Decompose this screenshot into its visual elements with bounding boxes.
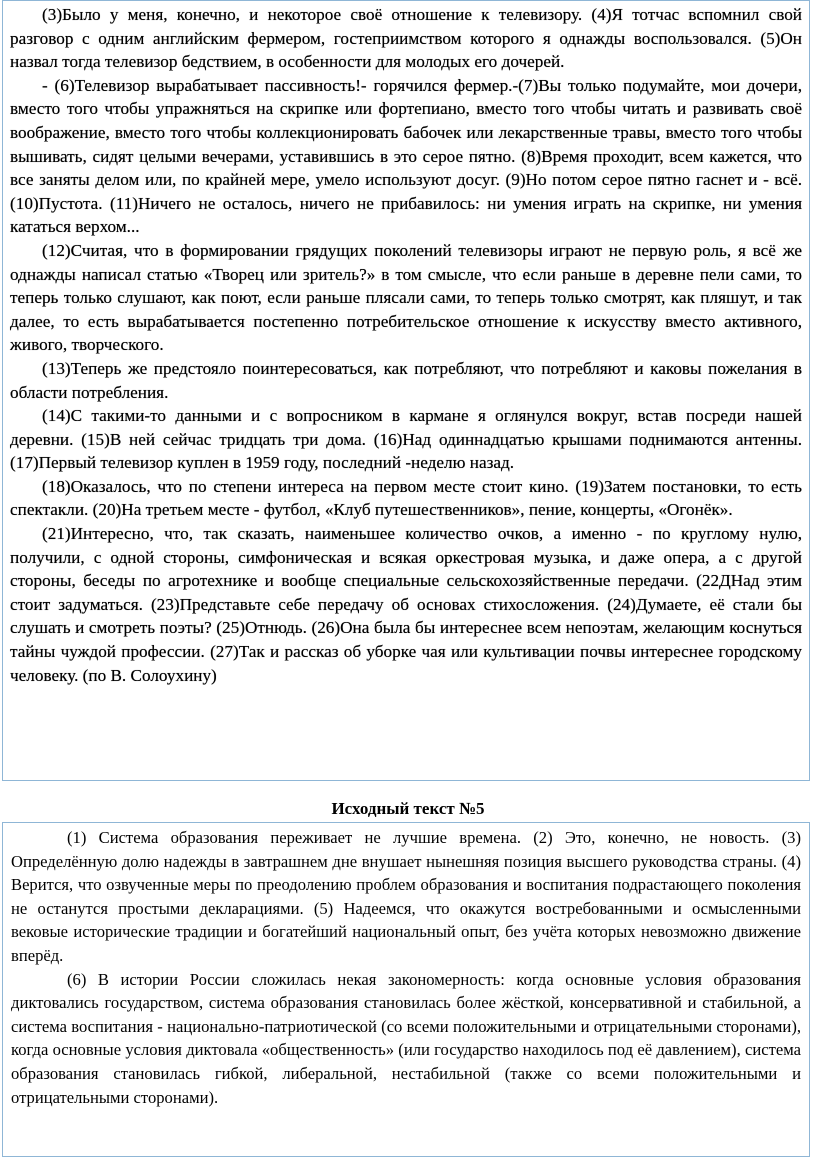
paragraph: (21)Интересно, что, так сказать, наименьшее количество очков, а именно - по круглому нулю, получили, с одной стороны, симфоническая и всякая оркестровая музыка, и даже опера, а с другой стороны, беседы по агротехнике и вообще специальные сельскохозяйственные передачи. (22ДНад этим стоит задуматься. (23)Представьте себе передачу об основах стихосложения. (24)Думаете, её стали бы слушать и смотреть поэты? (25)Отнюдь. (26)Она была бы интереснее всем непоэтам, желающим коснуться тайны чуждой профессии. (27)Так и рассказ об уборке чая или культивации почвы интереснее городскому человеку. (по В. Солоухину) xyxy=(10,524,802,685)
paragraph: (3)Было у меня, конечно, и некоторое своё отношение к телевизору. (4)Я тотчас вспомнил свой разговор с одним английским фермером, гостеприимством которого я однажды воспользовался. (5)Он назвал тогда телевизор бедствием, в особенности для молодых его дочерей. xyxy=(10,5,802,72)
paragraph: (12)Считая, что в формировании грядущих поколений телевизоры играют не первую роль, я всё же однажды написал статью «Творец или зритель?» в том смысле, что если раньше в деревне пели сами, то теперь только слушают, как поют, если раньше плясали сами, то теперь только смотрят, как пляшут, и так далее, то есть вырабатывается постепенно потребительское отношение к искусству вместо активного, живого, творческого. xyxy=(10,240,802,355)
text-block-source-5 xyxy=(2,822,810,1157)
paragraph: (13)Теперь же предстояло поинтересоваться, как потребляют, что потребляют и каковы пожелания в области потребления. xyxy=(10,358,802,402)
paragraph: (6) В истории России сложилась некая закономерность: когда основные условия образования диктовались государством, система образования становилась более жёсткой, консервативной и стабильной, а система воспитания - национально-патриотической (со всеми положительными и отрицательными сторонами), когда основные условия диктовала «общественность» (или государство находилось под её давлением), система образования становилась гибкой, либеральной, нестабильной (также со всеми положительными и отрицательными сторонами). xyxy=(11,969,801,1107)
paragraph: - (6)Телевизор вырабатывает пассивность!- горячился фермер.-(7)Вы только подумайте, мои дочери, вместо того чтобы упражняться на скрипке или фортепиано, вместо того чтобы читать и развивать своё воображение, вместо того чтобы коллекционировать бабочек или лекарственные травы, вместо того чтобы вышивать, сидят целыми вечерами, уставившись в это серое пятно. (8)Время проходит, всем кажется, что все заняты делом или, по крайней мере, умело используют досуг. (9)Но потом серое пятно гаснет и - всё. (10)Пустота. (11)Ничего не осталось, ничего не прибавилось: ни умения играть на скрипке, ни умения кататься верхом... xyxy=(10,75,802,237)
text-block-solouhin xyxy=(2,0,810,781)
paragraph: (1) Система образования переживает не лучшие времена. (2) Это, конечно, не новость. (3) Определённую долю надежды в завтрашнем дне внушает нынешняя позиция высшего руководства страны. (4) Верится, что озвученные меры по преодолению проблем образования и воспитания подрастающего поколения не останутся простыми декларациями. (5) Надеемся, что окажутся востребованными и осмысленными вековые исторические традиции и богатейший национальный опыт, без учёта которых невозможно движение вперёд. xyxy=(11,828,801,965)
paragraph: (18)Оказалось, что по степени интереса на первом месте стоит кино. (19)Затем постановки, то есть спектакли. (20)На третьем месте - футбол, «Клуб путешественников», пение, концерты, «Огонёк». xyxy=(10,476,802,520)
paragraph: (14)С такими-то данными и с вопросником в кармане я оглянулся вокруг, встав посреди нашей деревни. (15)В ней сейчас тридцать три дома. (16)Над одиннадцатью крышами поднимаются антенны. (17)Первый телевизор куплен в 1959 году, последний -неделю назад. xyxy=(10,406,802,473)
section-heading: Исходный текст №5 xyxy=(331,799,485,818)
